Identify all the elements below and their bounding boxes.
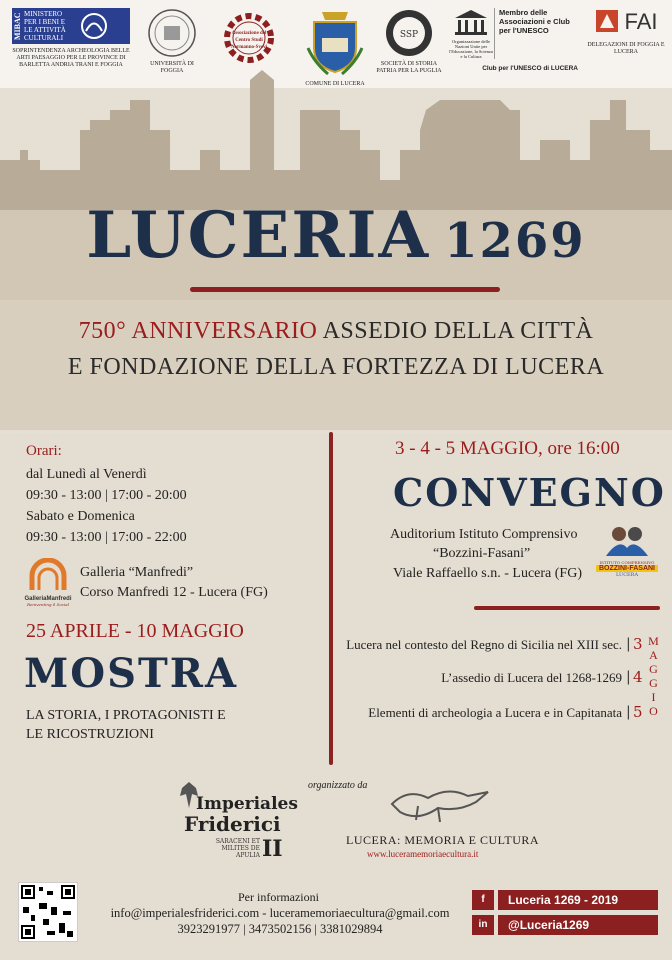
- coat-of-arms-icon: [304, 8, 366, 78]
- comune-lucera-logo: COMUNE DI LUCERA: [300, 8, 370, 88]
- temple-icon: [453, 8, 489, 36]
- mostra-subtitle-1: LA STORIA, I PROTAGONISTI E: [26, 708, 226, 723]
- talk-1-sep: |: [626, 636, 631, 652]
- talk-1-title: Lucera nel contesto del Regno di Sicilia nel XIII sec.: [346, 637, 622, 652]
- dragon-icon: [388, 782, 492, 826]
- convegno-dates: 3 - 4 - 5 MAGGIO, ore 16:00: [395, 438, 620, 459]
- mostra-dates: 25 APRILE - 10 MAGGIO: [26, 620, 244, 642]
- fai-logo: FAI DELEGAZIONI DI FOGGIA E LUCERA: [587, 8, 665, 55]
- talk-1-day: 3: [633, 635, 643, 653]
- arch-icon: [28, 558, 68, 592]
- mostra-title: MOSTRA: [24, 650, 239, 697]
- facebook-link[interactable]: [472, 890, 658, 910]
- unifg-logo: UNIVERSITÀ DI FOGGIA: [140, 8, 204, 75]
- imperiales-friderici-logo: Imperiales Friderici SARACENI ET MILITES DE APULIA II: [178, 780, 298, 870]
- two-figures-icon: [602, 524, 652, 556]
- mibac-logo: MIBAC MINISTERO PER I BENI E LE ATTIVITÀ CULTURALI SOPRINTENDENZA ARCHEOLOGIA BELLE ARTI PAESAGGIO PER LE PROVINCE DI BARLETTA ANDRIA TRANI E FOGGIA: [12, 10, 130, 68]
- svg-text:SSP: SSP: [399, 30, 419, 40]
- venue-name: Auditorium Istituto Comprensivo: [390, 527, 578, 542]
- lucera-memoria-name: LUCERA: MEMORIA E CULTURA: [346, 833, 540, 847]
- centro-studi-logo: Associazione del Centro Studi Normanno-Svevi: [214, 8, 284, 71]
- galleria-name: Galleria “Manfredi”: [80, 565, 194, 580]
- university-seal-icon: [147, 8, 197, 58]
- talk-2-sep: |: [626, 669, 631, 685]
- subtitle-line-2: E FONDAZIONE DELLA FORTEZZA DI LUCERA: [67, 354, 605, 380]
- maggio-vertical: M A G G I O: [648, 634, 660, 718]
- title-year: 1269: [444, 213, 586, 269]
- info-label: Per informazioni: [238, 890, 319, 904]
- fai-mark-icon: [594, 8, 620, 34]
- facebook-label: Luceria 1269 - 2019: [498, 890, 658, 910]
- vertical-divider: [329, 432, 333, 765]
- instagram-label: @Luceria1269: [498, 915, 658, 935]
- opening-hours-label: Orari:: [26, 443, 62, 459]
- mostra-subtitle-2: LE RICOSTRUZIONI: [26, 727, 154, 742]
- talk-2-day: 4: [633, 668, 643, 686]
- facebook-icon: f: [472, 890, 494, 910]
- unesco-club-logo: Organizzazione delle Nazioni Unite per l'Educazione, la Scienza e la Cultura Membro delle Associazioni e Club per l'UNESCO Club per l'UNESCO di LUCERA: [449, 8, 578, 72]
- galleria-logo: GalleriaManfredi Reinventing il Social: [24, 558, 72, 607]
- section-rule: [474, 606, 660, 610]
- seal-icon: [384, 8, 434, 58]
- societa-storia-logo: SSP SOCIETÀ DI STORIA PATRIA PER LA PUGLIA: [376, 8, 442, 75]
- convegno-title: CONVEGNO: [393, 470, 666, 515]
- instagram-link[interactable]: [472, 915, 658, 935]
- mibac-emblem-icon: [74, 11, 114, 41]
- main-title: LUCERIA 1269: [86, 198, 586, 273]
- subtitle-line-1: 750° ANNIVERSARIO ASSEDIO DELLA CITTÀ: [78, 318, 594, 344]
- talk-3-day: 5: [633, 703, 643, 721]
- venue-school: “Bozzini-Fasani”: [433, 546, 531, 561]
- contact-phones: 3923291977 | 3473502156 | 3381029894: [177, 922, 383, 936]
- hours-weekend-label: Sabato e Domenica: [26, 509, 135, 524]
- lucera-memoria-url[interactable]: www.luceramemoriaecultura.it: [367, 849, 479, 859]
- hours-weekday-label: dal Lunedì al Venerdì: [26, 467, 147, 482]
- venue-address: Viale Raffaello s.n. - Lucera (FG): [393, 566, 582, 581]
- hours-weekday-times: 09:30 - 13:00 | 17:00 - 20:00: [26, 488, 187, 503]
- contact-emails[interactable]: info@imperialesfriderici.com - luceramemoriaecultura@gmail.com: [110, 906, 450, 920]
- hours-weekend-times: 09:30 - 13:00 | 17:00 - 22:00: [26, 530, 187, 545]
- school-logo: ISTITUTO COMPRENSIVO BOZZINI-FASANI LUCERA: [596, 524, 658, 580]
- galleria-address: Corso Manfredi 12 - Lucera (FG): [80, 585, 268, 600]
- talk-3-title: Elementi di archeologia a Lucera e in Capitanata: [368, 705, 622, 720]
- title-underline: [190, 287, 500, 292]
- organized-by-label: organizzato da: [308, 780, 368, 791]
- talk-3-sep: |: [626, 704, 631, 720]
- talk-2-title: L’assedio di Lucera del 1268-1269: [441, 670, 622, 685]
- instagram-icon: in: [472, 915, 494, 935]
